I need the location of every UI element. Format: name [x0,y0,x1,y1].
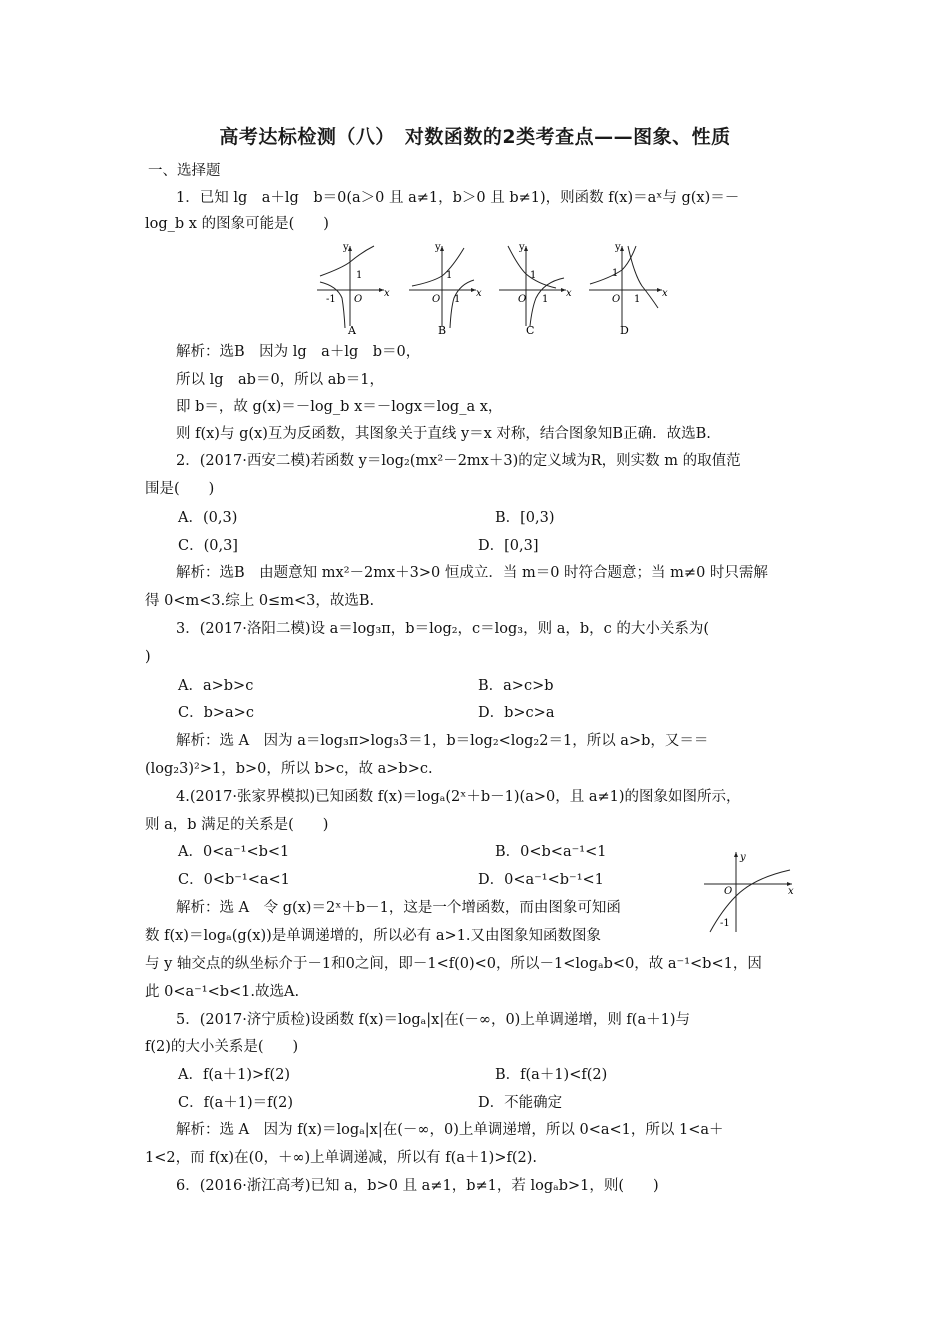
q2-option-b: B．[0,3) [495,510,555,526]
q1-line2: log_b x 的图象可能是( ) [145,216,329,232]
q3-option-b: B．a>c>b [478,678,554,694]
svg-text:x: x [788,886,794,897]
svg-text:O: O [724,886,733,897]
q4-solution-3: 与 y 轴交点的纵坐标介于－1和0之间，即－1<f(0)<0，所以－1<logₐb<0，故 a⁻¹<b<1，因 [145,956,762,972]
q5-solution-1: 解析：选 A 因为 f(x)＝logₐ|x|在(－∞，0)上单调递增，所以 0<a<1，所以 1<a＋ [176,1122,724,1138]
section-heading: 一、选择题 [148,163,221,179]
svg-text:-1: -1 [326,294,336,305]
svg-text:1: 1 [454,294,461,305]
graph-a [317,242,390,337]
q4-option-b: B．0<b<a⁻¹<1 [495,844,607,860]
q2-option-c: C．(0,3] [178,538,238,554]
q6-line1: 6．(2016·浙江高考)已知 a，b>0 且 a≠1，b≠1，若 logₐb>1，则( ) [176,1178,659,1194]
q3-option-a: A．a>b>c [178,678,254,694]
q2-line1: 2．(2017·西安二模)若函数 y＝log₂(mx²－2mx＋3)的定义域为R，则实数 m 的取值范 [176,453,741,469]
graph-label-a: A [348,324,356,337]
q1-solution-3: 即 b＝，故 g(x)＝－log_b x＝－logx＝log_a x， [176,399,503,415]
q4-solution-4: 此 0<a⁻¹<b<1.故选A. [145,984,300,1000]
svg-text:1: 1 [634,294,641,305]
svg-text:O: O [518,294,527,305]
q4-function-graph [700,848,800,936]
q5-line1: 5．(2017·济宁质检)设函数 f(x)＝logₐ|x|在(－∞，0)上单调递增，则 f(a＋1)与 [176,1012,690,1028]
q3-option-c: C．b>a>c [178,705,254,721]
q2-solution-1: 解析：选B 由题意知 mx²－2mx＋3>0 恒成立．当 m＝0 时符合题意；当 m≠0 时只需解 [176,565,768,581]
svg-text:y: y [343,242,349,253]
q3-line1: 3．(2017·洛阳二模)设 a＝log₃π，b＝log₂，c＝log₃，则 a，b，c 的大小关系为( [176,621,710,637]
svg-text:1: 1 [356,270,363,281]
q4-graph-svg [700,848,800,936]
q2-line2: 围是( ) [145,481,215,497]
svg-text:O: O [432,294,441,305]
q4-solution-1: 解析：选 A 令 g(x)＝2ˣ＋b－1，这是一个增函数，而由图象可知函 [176,900,621,916]
q5-option-c: C．f(a＋1)＝f(2) [178,1095,294,1111]
svg-text:x: x [662,288,668,299]
svg-text:x: x [384,288,390,299]
graph-label-c: C [526,324,535,337]
svg-text:1: 1 [530,270,537,281]
q4-option-a: A．0<a⁻¹<b<1 [178,844,290,860]
svg-text:-1: -1 [720,918,730,929]
svg-text:1: 1 [542,294,549,305]
q1-solution-1: 解析：选B 因为 lg a＋lg b＝0， [176,344,421,360]
svg-text:y: y [740,852,746,863]
q5-line2: f(2)的大小关系是( ) [145,1039,299,1055]
q5-option-a: A．f(a＋1)>f(2) [178,1067,291,1083]
svg-text:O: O [612,294,621,305]
svg-text:y: y [435,242,441,253]
svg-text:y: y [615,242,621,253]
svg-text:y: y [519,242,525,253]
graph-c [499,242,572,337]
q5-option-d: D．不能确定 [478,1095,563,1111]
q3-line2: ) [145,649,151,665]
q3-solution-1: 解析：选 A 因为 a＝log₃π>log₃3＝1，b＝log₂<log₂2＝1，所以 a>b，又＝＝ [176,733,709,749]
q1-solution-2: 所以 lg ab＝0，所以 ab＝1， [176,372,384,388]
q5-option-b: B．f(a＋1)<f(2) [495,1067,608,1083]
q4-line2: 则 a，b 满足的关系是( ) [145,817,329,833]
graph-d [589,242,668,337]
graph-label-b: B [438,324,447,337]
q4-option-d: D．0<a⁻¹<b⁻¹<1 [478,872,604,888]
q3-solution-2: (log₂3)²>1，b>0，所以 b>c，故 a>b>c. [145,761,433,777]
q1-graphs-svg [312,238,672,338]
q1-solution-4: 则 f(x)与 g(x)互为反函数，其图象关于直线 y＝x 对称，结合图象知B正确．故选B. [176,426,711,442]
graph-label-d: D [620,324,629,337]
q1-graph-options [312,238,672,338]
svg-text:O: O [354,294,363,305]
svg-text:1: 1 [446,270,453,281]
q4-solution-2: 数 f(x)＝logₐ(g(x))是单调递增的，所以必有 a>1.又由图象知函数图象 [145,928,602,944]
q1-line1: 1．已知 lg a＋lg b＝0(a＞0 且 a≠1，b＞0 且 b≠1)，则函数 f(x)＝aˣ与 g(x)＝－ [176,190,740,206]
q2-solution-2: 得 0<m<3.综上 0≤m<3，故选B. [145,593,375,609]
q4-line1: 4.(2017·张家界模拟)已知函数 f(x)＝logₐ(2ˣ＋b－1)(a>0，且 a≠1)的图象如图所示， [176,789,741,805]
q2-option-a: A．(0,3) [178,510,238,526]
svg-text:1: 1 [612,268,619,279]
q2-option-d: D．[0,3] [478,538,539,554]
q3-option-d: D．b>c>a [478,705,555,721]
graph-b [409,242,482,337]
svg-text:x: x [476,288,482,299]
q5-solution-2: 1<2，而 f(x)在(0，＋∞)上单调递减，所以有 f(a＋1)>f(2). [145,1150,538,1166]
q4-option-c: C．0<b⁻¹<a<1 [178,872,290,888]
svg-text:x: x [566,288,572,299]
page-title: 高考达标检测（八） 对数函数的2类考查点——图象、性质 [219,126,731,148]
